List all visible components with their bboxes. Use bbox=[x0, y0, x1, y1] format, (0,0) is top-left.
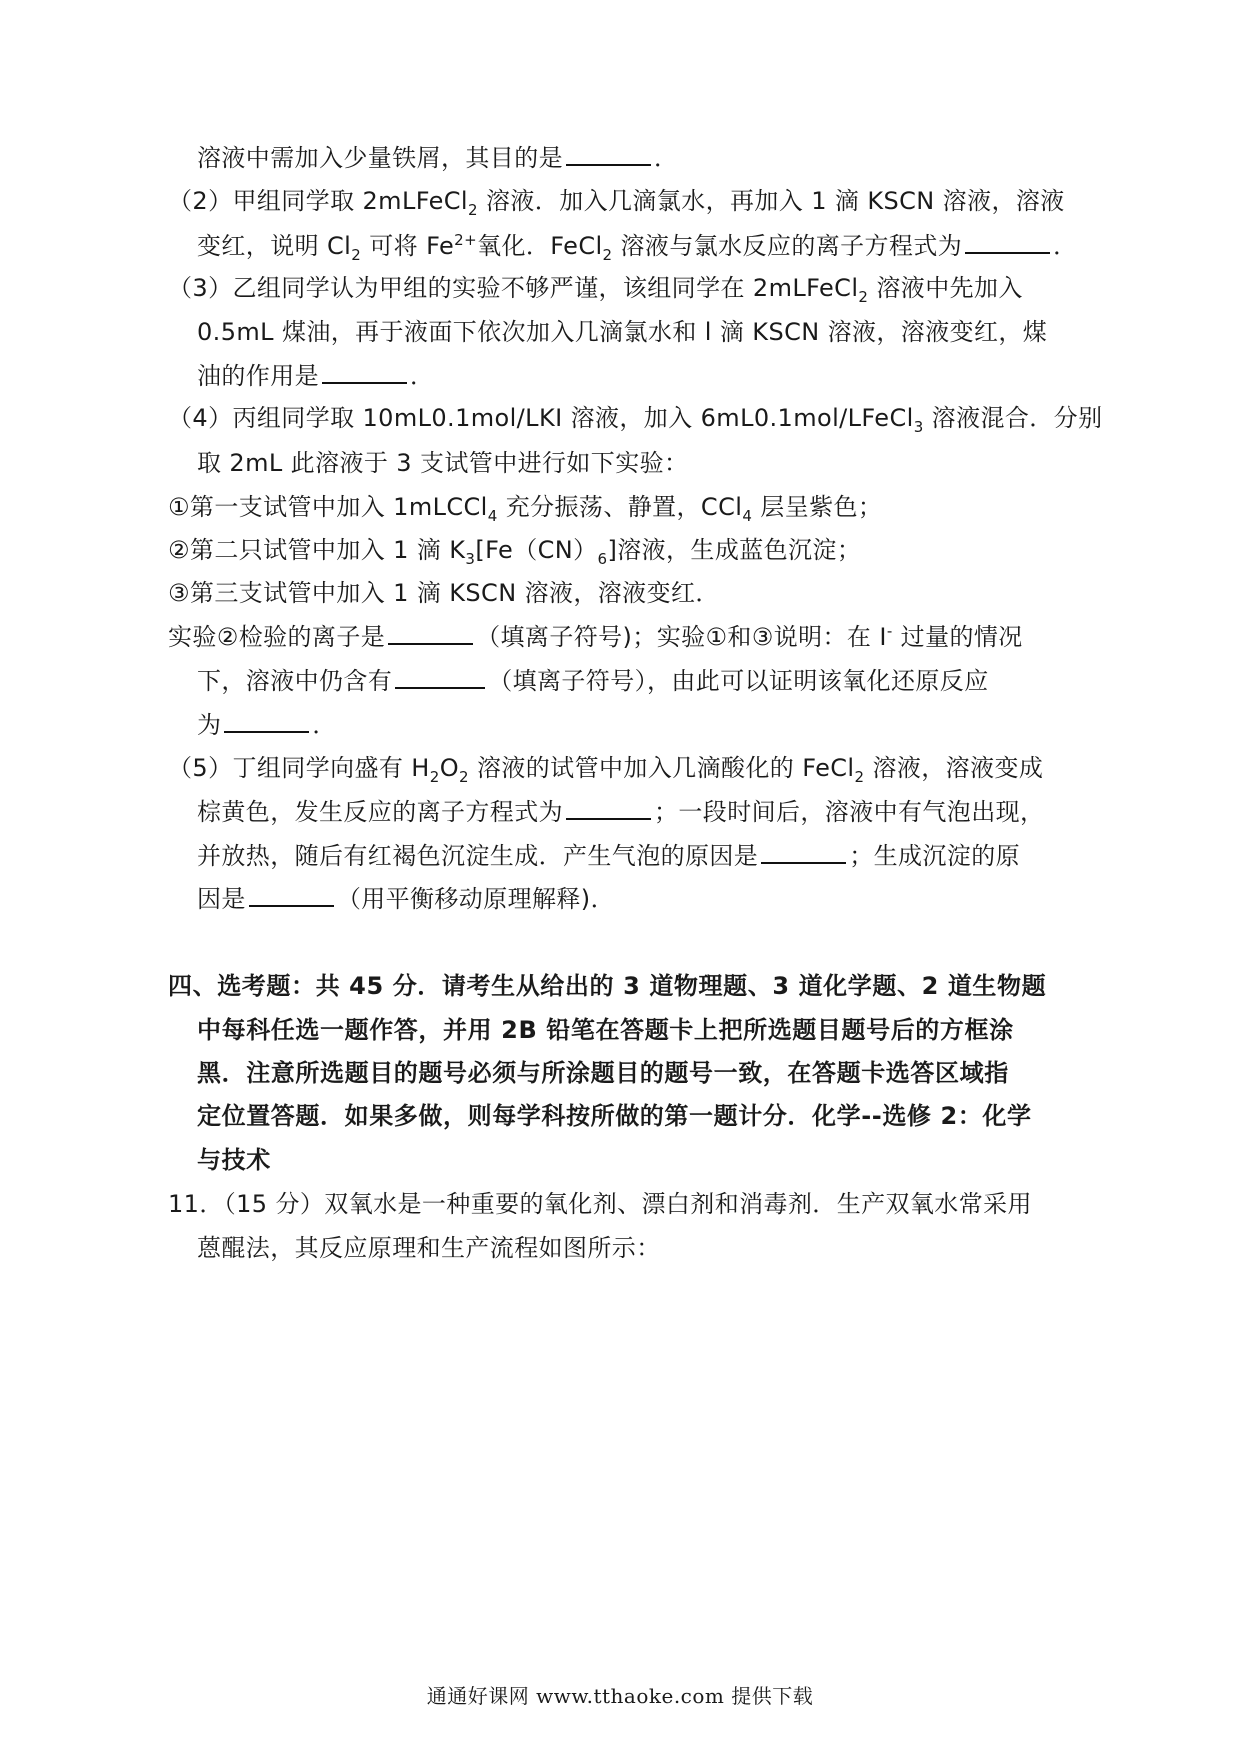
answer-blank[interactable] bbox=[566, 798, 651, 820]
conclusion-line-3: 为 ． bbox=[197, 711, 337, 739]
q10-part2-line-1: （2）甲组同学取 2mLFeCl$_2$ 溶液．加入几滴氯水，再加入 1 滴 KSCN 溶液，溶液 bbox=[168, 187, 1065, 219]
q11-line-2: 蒽醌法，其反应原理和生产流程如图所示： bbox=[197, 1234, 661, 1262]
q10-part3-line-3: 油的作用是 ． bbox=[197, 362, 435, 390]
answer-blank[interactable] bbox=[322, 362, 407, 384]
q10-part3-line-2: 0.5mL 煤油，再于液面下依次加入几滴氯水和 l 滴 KSCN 溶液，溶液变红，煤 bbox=[197, 318, 1048, 346]
experiment-2: ②第二只试管中加入 1 滴 $K_3[Fe(CN)_6]$溶液，生成蓝色沉淀； bbox=[168, 536, 862, 568]
section4-line-5: 与技术 bbox=[197, 1146, 271, 1174]
q10-part3-line-1: （3）乙组同学认为甲组的实验不够严谨，该组同学在 2mLFeCl$_2$ 溶液中先加入 bbox=[168, 274, 1023, 306]
q10-part5-line-4: 因是 （用平衡移动原理解释)． bbox=[197, 885, 615, 913]
section4-line-2: 中每科任选一题作答，并用 2B 铅笔在答题卡上把所选题目题号后的方框涂 bbox=[197, 1016, 1014, 1044]
q10-part4-line-1: （4）丙组同学取 10mL0.1mol/LKI 溶液，加入 6mL0.1mol/LFeCl$_3$ 溶液混合．分别 bbox=[168, 404, 1103, 436]
answer-blank[interactable] bbox=[388, 623, 473, 645]
conclusion-line-1: 实验②检验的离子是 （填离子符号)；实验①和③说明：在 I- 过量的情况 bbox=[168, 622, 1023, 651]
experiment-3: ③第三支试管中加入 1 滴 KSCN 溶液，溶液变红． bbox=[168, 579, 720, 607]
q10-part4-line-2: 取 2mL 此溶液于 3 支试管中进行如下实验： bbox=[197, 449, 689, 477]
answer-blank[interactable] bbox=[566, 144, 651, 166]
conclusion-line-2: 下，溶液中仍含有 （填离子符号），由此可以证明该氧化还原反应 bbox=[197, 667, 989, 695]
q10-line-1: 溶液中需加入少量铁屑，其目的是 ． bbox=[197, 144, 679, 172]
q10-part5-line-1: （5）丁组同学向盛有 $H_2O_2$ 溶液的试管中加入几滴酸化的 FeCl$_2$ 溶液，溶液变成 bbox=[168, 754, 1044, 786]
experiment-1: ①第一支试管中加入 1mLCCl$_4$ 充分振荡、静置，CCl$_4$ 层呈紫色； bbox=[168, 493, 883, 525]
answer-blank[interactable] bbox=[224, 711, 309, 733]
answer-blank[interactable] bbox=[395, 667, 485, 689]
section4-line-3: 黑．注意所选题目的题号必须与所涂题目的题号一致，在答题卡选答区域指 bbox=[197, 1059, 1009, 1087]
q11-line-1: 11．（15 分）双氧水是一种重要的氧化剂、漂白剂和消毒剂．生产双氧水常采用 bbox=[168, 1190, 1032, 1218]
answer-blank[interactable] bbox=[965, 232, 1050, 254]
section4-line-4: 定位置答题．如果多做，则每学科按所做的第一题计分．化学--选修 2：化学 bbox=[197, 1102, 1032, 1130]
page-footer: 通通好课网 www.tthaoke.com 提供下载 bbox=[426, 1684, 814, 1708]
q10-part2-line-2: 变红，说明 $Cl_2$ 可将 $Fe^{2+}$氧化．FeCl$_2$ 溶液与氯水反应的离子方程式为 ． bbox=[197, 231, 1078, 264]
section4-line-1: 四、选考题：共 45 分．请考生从给出的 3 道物理题、3 道化学题、2 道生物题 bbox=[168, 972, 1047, 1000]
q10-part5-line-3: 并放热，随后有红褐色沉淀生成．产生气泡的原因是 ；生成沉淀的原 bbox=[197, 842, 1021, 870]
answer-blank[interactable] bbox=[761, 842, 846, 864]
answer-blank[interactable] bbox=[249, 885, 334, 907]
q10-part5-line-2: 棕黄色，发生反应的离子方程式为 ；一段时间后，溶液中有气泡出现， bbox=[197, 798, 1045, 826]
